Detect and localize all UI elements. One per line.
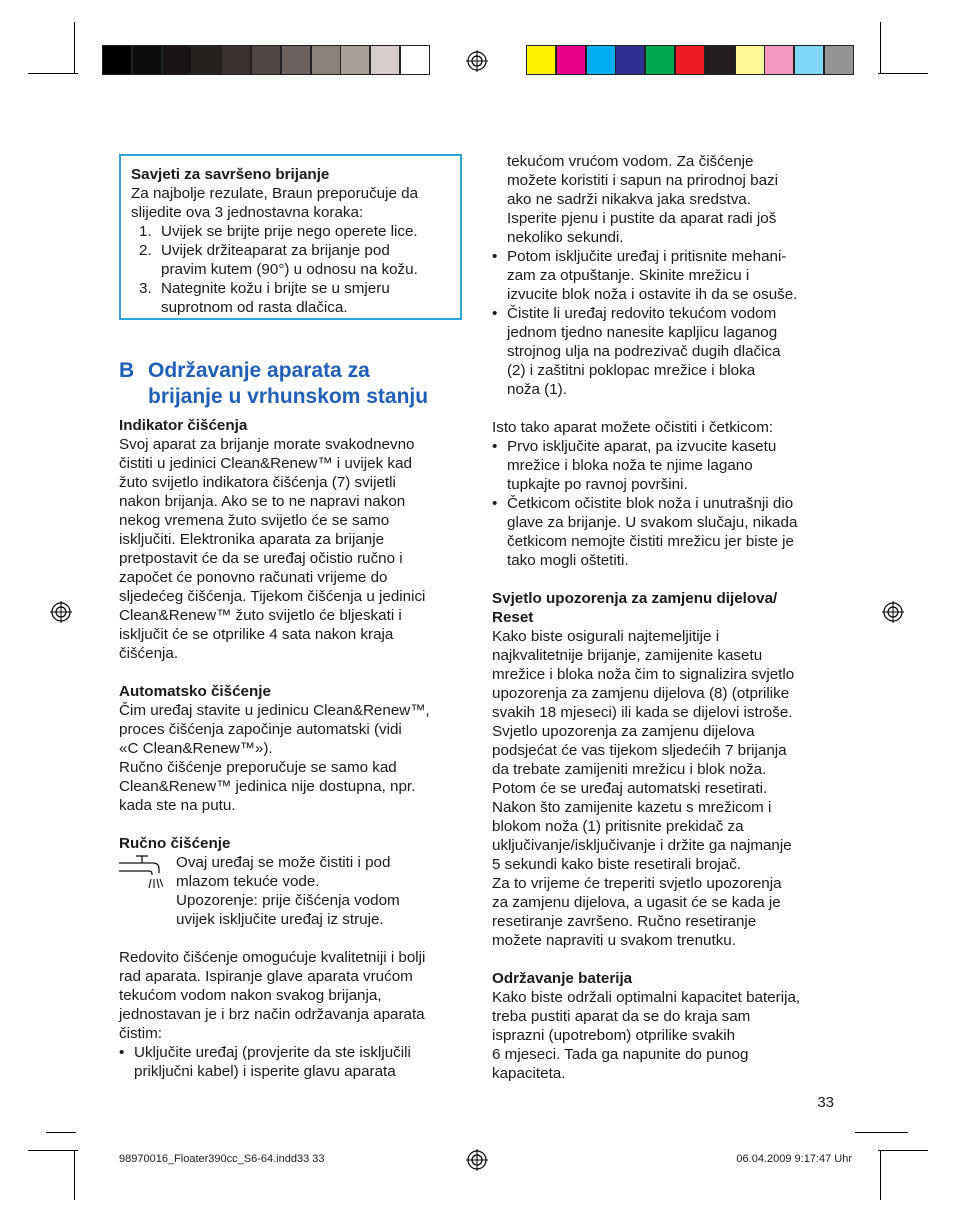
text-line: Kako biste osigurali najtemeljitije i	[492, 628, 720, 645]
text-line: isključiti. Elektronika aparata za brijanje	[119, 531, 385, 548]
step-number: 3.	[139, 280, 152, 297]
text-line: uključivanje/isključivanje i držite ga najmanje	[492, 837, 792, 854]
registration-mark-icon	[50, 601, 72, 623]
text-line: četkicom nemojte čistiti mrežicu jer biste je	[507, 533, 794, 550]
text-line: zam za otpuštanje. Skinite mrežicu i	[507, 267, 750, 284]
text-line: podsjećat će vas tijekom sljedećih 7 brijanja	[492, 742, 787, 759]
color-swatch	[191, 45, 221, 75]
tips-step	[131, 222, 450, 241]
text-line: izvucite blok noža i ostavite ih da se osuše.	[507, 286, 798, 303]
right-column	[492, 152, 842, 1083]
text-line: glave za brijanje. U svakom slučaju, nikada	[507, 514, 798, 531]
list-item	[492, 247, 842, 304]
step-number: 1.	[139, 223, 152, 240]
tips-title: Savjeti za savršeno brijanje	[131, 166, 330, 183]
text-line: nekoliko sekundi.	[507, 229, 624, 246]
replacement-warning-heading	[492, 589, 842, 627]
color-swatch	[251, 45, 281, 75]
color-swatch	[102, 45, 132, 75]
text-line: Potom će se uređaj automatski resetirati.	[492, 780, 768, 797]
text-line: Clean&Renew™ žuto svijetlo će bljeskati i	[119, 607, 402, 624]
cleaning-indicator-text	[119, 435, 469, 663]
footer-timestamp: 06.04.2009 9:17:47 Uhr	[736, 1153, 852, 1165]
text-line: jednostavan je i brz način održavanja aparata	[119, 1006, 425, 1023]
text-line: Uključite uređaj (provjerite da ste isključili	[134, 1044, 411, 1061]
bullet-icon: •	[492, 438, 498, 455]
color-swatch	[311, 45, 341, 75]
bullet-icon: •	[492, 495, 498, 512]
step-text-line: Nategnite kožu i brijte se u smjeru	[161, 280, 390, 297]
registration-mark-icon	[466, 50, 488, 72]
text-line: da trebate zamijeniti mrežicu i blok noža.	[492, 761, 767, 778]
text-line: «C Clean&Renew™»).	[119, 740, 273, 757]
bullet-icon: •	[119, 1044, 125, 1061]
text-line: Kako biste održali optimalni kapacitet baterija,	[492, 989, 801, 1006]
manual-cleaning-heading: Ručno čišćenje	[119, 835, 231, 852]
text-line: isprazni (upotrebom) otprilike svakih	[492, 1027, 736, 1044]
step-text-line: pravim kutem (90°) u odnosu na kožu.	[161, 261, 418, 278]
text-line: Svjetlo upozorenja za zamjenu dijelova	[492, 723, 755, 740]
step-text-line: suprotnom od rasta dlačica.	[161, 299, 348, 316]
text-line: svakih 18 mjeseci) ili kada se dijelovi istroše.	[492, 704, 793, 721]
text-line: isključit će se otprilike 4 sata nakon kraja	[119, 626, 394, 643]
text-line: uvijek isključite uređaj iz struje.	[176, 911, 384, 928]
text-line: Nakon što zamijenite kazetu s mrežicom i	[492, 799, 772, 816]
text-line: čistim:	[119, 1025, 163, 1042]
text-line: kada ste na putu.	[119, 797, 236, 814]
text-line: strojnog ulja na podrezivač dugih dlačica	[507, 343, 781, 360]
text-line: Čim uređaj stavite u jedinicu Clean&Renew™,	[119, 702, 430, 719]
text-line: kapaciteta.	[492, 1065, 566, 1082]
manual-cleaning-text	[119, 853, 469, 929]
footer-file-info: 98970016_Floater390cc_S6-64.indd33 33	[119, 1153, 325, 1165]
text-line: žuto svijetlo indikatora čišćenja (7) svijetli	[119, 474, 396, 491]
text-line: započet će ponovno računati vrijeme do	[119, 569, 388, 586]
section-letter: B	[119, 359, 135, 382]
section-title-line: Održavanje aparata za	[148, 359, 370, 382]
text-line: upozorenja za zamjenu dijelova (8) (otprilike	[492, 685, 790, 702]
tips-box	[119, 154, 462, 320]
list-item	[492, 494, 842, 570]
text-line: Četkicom očistite blok noža i unutrašnji dio	[507, 495, 794, 512]
color-swatch	[735, 45, 765, 75]
tips-intro: Za najbolje rezulate, Braun preporučuje da slijedite ova 3 jednostavna koraka:	[131, 185, 419, 221]
tips-step	[131, 241, 450, 279]
color-swatch	[556, 45, 586, 75]
left-column	[119, 416, 469, 1081]
color-swatch	[132, 45, 162, 75]
color-swatch	[586, 45, 616, 75]
text-line: pretpostavit će da se uređaj očistio ručno i	[119, 550, 403, 567]
text-line: resetiranje završeno. Ručno resetiranje	[492, 913, 757, 930]
text-line: 6 mjeseci. Tada ga napunite do punog	[492, 1046, 749, 1063]
color-swatch	[340, 45, 370, 75]
color-swatch	[221, 45, 251, 75]
text-line: 5 sekundi kako biste resetirali brojač.	[492, 856, 742, 873]
text-line: Prvo isključite aparat, pa izvucite kasetu	[507, 438, 777, 455]
tips-steps-list	[131, 222, 450, 317]
step-number: 2.	[139, 242, 152, 259]
rinse-continuation-text	[492, 152, 842, 247]
text-line: nekog vremena žuto svijetlo će se samo	[119, 512, 390, 529]
regular-cleaning-text	[119, 948, 469, 1043]
page-number: 33	[817, 1094, 834, 1111]
text-line: (2) i zaštitni poklopac mrežice i bloka	[507, 362, 756, 379]
text-line: sljedećeg čišćenja. Tijekom čišćenja u jedinici	[119, 588, 426, 605]
text-line: možete napraviti u svakom trenutku.	[492, 932, 736, 949]
list-item	[492, 437, 842, 494]
text-line: čistiti u jedinici Clean&Renew™ i uvijek kad	[119, 455, 412, 472]
list-item	[492, 304, 842, 399]
color-swatch	[281, 45, 311, 75]
color-swatch	[615, 45, 645, 75]
list-item	[119, 1043, 469, 1081]
cleaning-indicator-heading: Indikator čišćenja	[119, 417, 248, 434]
text-line: Ovaj uređaj se može čistiti i pod	[176, 854, 391, 871]
tips-step	[131, 279, 450, 317]
text-line: proces čišćenja započinje automatski (vidi	[119, 721, 402, 738]
text-line: noža (1).	[507, 381, 567, 398]
text-line: tako mogli oštetiti.	[507, 552, 629, 569]
text-line: Isperite pjenu i pustite da aparat radi još	[507, 210, 777, 227]
text-line: Čistite li uređaj redovito tekućom vodom	[507, 305, 777, 322]
bullet-icon: •	[492, 248, 498, 265]
color-swatch	[370, 45, 400, 75]
replacement-warning-text	[492, 627, 842, 950]
text-line: Potom isključite uređaj i pritisnite mehani-	[507, 248, 787, 265]
text-line: Svjetlo upozorenja za zamjenu dijelova/	[492, 590, 778, 607]
text-line: čišćenja.	[119, 645, 179, 662]
color-swatch	[645, 45, 675, 75]
text-line: priključni kabel) i isperite glavu aparata	[134, 1063, 396, 1080]
text-line: mrežice i bloka noža čim to signalizira svjetlo	[492, 666, 795, 683]
color-swatch	[705, 45, 735, 75]
battery-text	[492, 988, 842, 1083]
automatic-cleaning-text	[119, 701, 469, 815]
color-swatch	[764, 45, 794, 75]
text-line: Za to vrijeme će treperiti svjetlo upozorenja	[492, 875, 782, 892]
text-line: Redovito čišćenje omogućuje kvalitetniji i bolji	[119, 949, 426, 966]
color-swatch	[162, 45, 192, 75]
text-line: za zamjenu dijelova, a ugasit će se kada je	[492, 894, 781, 911]
text-line: nakon brijanja. Ako se to ne napravi nakon	[119, 493, 406, 510]
text-line: mlazom tekuće vode.	[176, 873, 320, 890]
text-line: rad aparata. Ispiranje glave aparata vrućom	[119, 968, 413, 985]
text-line: tupkajte po ravnoj površini.	[507, 476, 688, 493]
text-line: tekućom vrućom vodom. Za čišćenje	[507, 153, 754, 170]
text-line: Reset	[492, 609, 534, 626]
color-swatch	[400, 45, 430, 75]
color-swatch	[794, 45, 824, 75]
text-line: najkvalitetnije brijanje, zamijenite kasetu	[492, 647, 763, 664]
registration-mark-icon	[466, 1149, 488, 1171]
text-line: mrežice i bloka noža te njime lagano	[507, 457, 753, 474]
step-text-line: Uvijek se brijte prije nego operete lice.	[161, 223, 418, 240]
text-line: tekućom vodom nakon svakog brijanja,	[119, 987, 382, 1004]
text-line: ako ne sadrži nikakva jaka sredstva.	[507, 191, 751, 208]
registration-mark-icon	[882, 601, 904, 623]
text-line: Ručno čišćenje preporučuje se samo kad	[119, 759, 397, 776]
automatic-cleaning-heading: Automatsko čišćenje	[119, 683, 271, 700]
battery-heading: Održavanje baterija	[492, 970, 633, 987]
bullet-icon: •	[492, 305, 498, 322]
text-line: možete koristiti i sapun na prirodnoj bazi	[507, 172, 778, 189]
brush-intro: Isto tako aparat možete očistiti i četkicom:	[492, 419, 774, 436]
faucet-water-icon	[119, 855, 163, 895]
text-line: Upozorenje: prije čišćenja vodom	[176, 892, 400, 909]
text-line: blokom noža (1) pritisnite prekidač za	[492, 818, 744, 835]
section-title-line: brijanje u vrhunskom stanju	[148, 385, 429, 408]
text-line: treba pustiti aparat da se do kraja sam	[492, 1008, 751, 1025]
color-swatch	[526, 45, 556, 75]
text-line: Svoj aparat za brijanje morate svakodnevno	[119, 436, 415, 453]
step-text-line: Uvijek držiteaparat za brijanje pod	[161, 242, 390, 259]
color-swatch	[824, 45, 854, 75]
text-line: jednom tjedno nanesite kapljicu laganog	[507, 324, 778, 341]
color-swatch	[675, 45, 705, 75]
text-line: Clean&Renew™ jedinica nije dostupna, npr.	[119, 778, 416, 795]
